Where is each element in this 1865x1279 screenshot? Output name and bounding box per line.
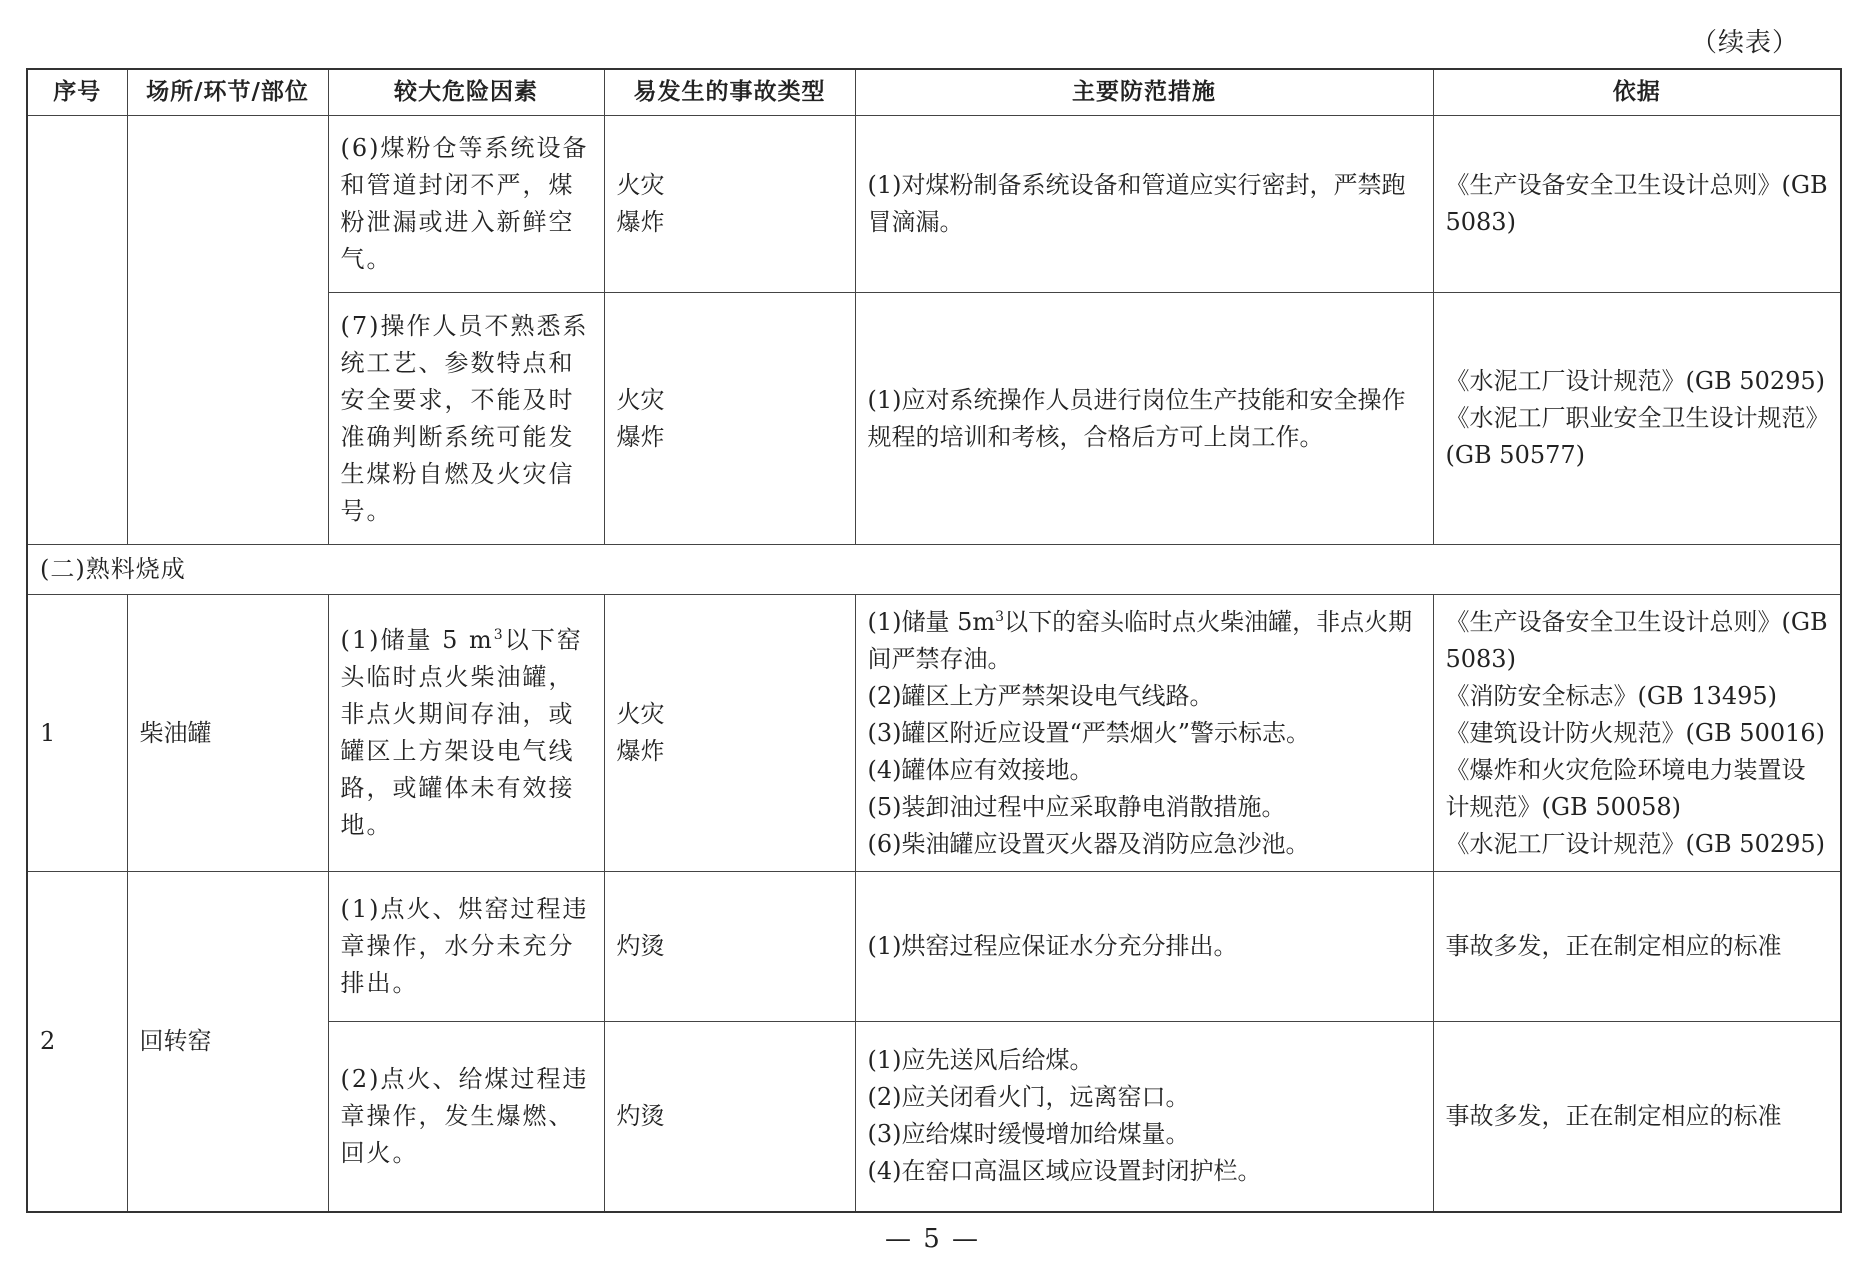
section-title: (二)熟料烧成 [27,545,1841,595]
cell-no: 1 [27,595,127,872]
basis-item: 《水泥工厂设计规范》(GB 50295) [1445,367,1826,395]
measure-item: (1)对煤粉制备系统设备和管道应实行密封，严禁跑冒滴漏。 [867,171,1406,236]
header-place: 场所/环节/部位 [127,69,328,116]
cell-measures [855,595,1433,872]
cell-accident [604,293,855,545]
cell-measures [855,1022,1433,1212]
header-hazard: 较大危险因素 [328,69,604,116]
cell-no: 2 [27,872,127,1212]
header-measures: 主要防范措施 [855,69,1433,116]
measure-item: (4)罐体应有效接地。 [867,755,1094,784]
hazard-table [26,68,1842,1213]
cell-measures [855,872,1433,1022]
cell-hazard: (7)操作人员不熟悉系统工艺、参数特点和安全要求，不能及时准确判断系统可能发生煤粉自燃及火灾信号。 [328,293,604,545]
page-number: — 5 — [884,1224,981,1254]
header-no: 序号 [27,69,127,116]
measure-item [868,604,1421,678]
cell-measures [855,116,1433,293]
hazard-text: (1)储量 5 m [340,626,494,654]
header-basis: 依据 [1433,69,1841,116]
accident-type: 爆炸 [616,422,665,451]
cell-hazard [328,595,604,872]
basis-item: 《建筑设计防火规范》(GB 50016) [1445,718,1826,747]
header-accident-type: 易发生的事故类型 [604,69,855,116]
continued-label: （续表） [1690,28,1799,58]
cell-accident [604,595,855,872]
hazard-text-rest: 以下窑头临时点火柴油罐，非点火期间存油，或罐区上方架设电气线路，或罐体未有效接地。 [340,626,583,839]
basis-item: 《消防安全标志》(GB 13495) [1445,681,1778,710]
cell-basis [1433,293,1841,545]
measure-item: (1)应先送风后给煤。 [867,1046,1094,1075]
measure-text-rest: 以下的窑头临时点火柴油罐，非点火期间严禁存油。 [867,607,1413,673]
accident-type: 爆炸 [616,737,665,765]
cell-hazard: (6)煤粉仓等系统设备和管道封闭不严，煤粉泄漏或进入新鲜空气。 [328,116,604,293]
basis-item: 《水泥工厂职业安全卫生设计规范》(GB 50577) [1445,404,1818,469]
table-row [27,595,1841,872]
accident-type: 火灾 [616,700,665,728]
cell-hazard: (1)点火、烘窑过程违章操作，水分未充分排出。 [328,872,604,1022]
accident-type: 爆炸 [616,208,665,236]
cell-accident: 灼烫 [604,1022,855,1212]
cell-measures [855,293,1433,545]
cell-place: 柴油罐 [127,595,328,872]
measure-item: (1)烘窑过程应保证水分充分排出。 [867,932,1238,960]
cell-basis [1433,595,1841,872]
measure-item: (3)罐区附近应设置“严禁烟火”警示标志。 [867,718,1311,747]
section-row [27,545,1841,595]
table-row [27,116,1841,293]
accident-type: 火灾 [616,171,665,199]
measure-item: (2)罐区上方严禁架设电气线路。 [867,681,1214,710]
cell-place [127,116,328,545]
measure-text: (1)储量 5m [867,607,996,636]
table-row [27,872,1841,1022]
table-header-row [27,69,1841,116]
cell-accident [604,116,855,293]
measure-item: (3)应给煤时缓慢增加给煤量。 [867,1120,1190,1149]
cell-no [27,116,127,545]
superscript-3: 3 [995,608,1005,625]
cell-accident: 灼烫 [604,872,855,1022]
basis-item: 《生产设备安全卫生设计总则》(GB 5083) [1445,171,1828,236]
cell-basis: 事故多发，正在制定相应的标准 [1433,1022,1841,1212]
measure-item: (5)装卸油过程中应采取静电消散措施。 [867,792,1286,821]
cell-hazard: (2)点火、给煤过程违章操作，发生爆燃、回火。 [328,1022,604,1212]
measure-item: (6)柴油罐应设置灭火器及消防应急沙池。 [867,829,1310,858]
basis-item: 《水泥工厂设计规范》(GB 50295) [1445,829,1826,858]
cell-basis: 事故多发，正在制定相应的标准 [1433,872,1841,1022]
measure-item: (1)应对系统操作人员进行岗位生产技能和安全操作规程的培训和考核，合格后方可上岗工作。 [867,385,1406,451]
cell-place: 回转窑 [127,872,328,1212]
superscript-3: 3 [493,627,505,643]
accident-type: 火灾 [616,385,665,414]
cell-basis [1433,116,1841,293]
measure-item: (2)应关闭看火门，远离窑口。 [867,1083,1190,1112]
measure-item: (4)在窑口高温区域应设置封闭护栏。 [867,1157,1262,1186]
basis-item: 《爆炸和火灾危险环境电力装置设计规范》(GB 50058) [1445,755,1806,821]
basis-item: 《生产设备安全卫生设计总则》(GB 5083) [1445,607,1828,673]
